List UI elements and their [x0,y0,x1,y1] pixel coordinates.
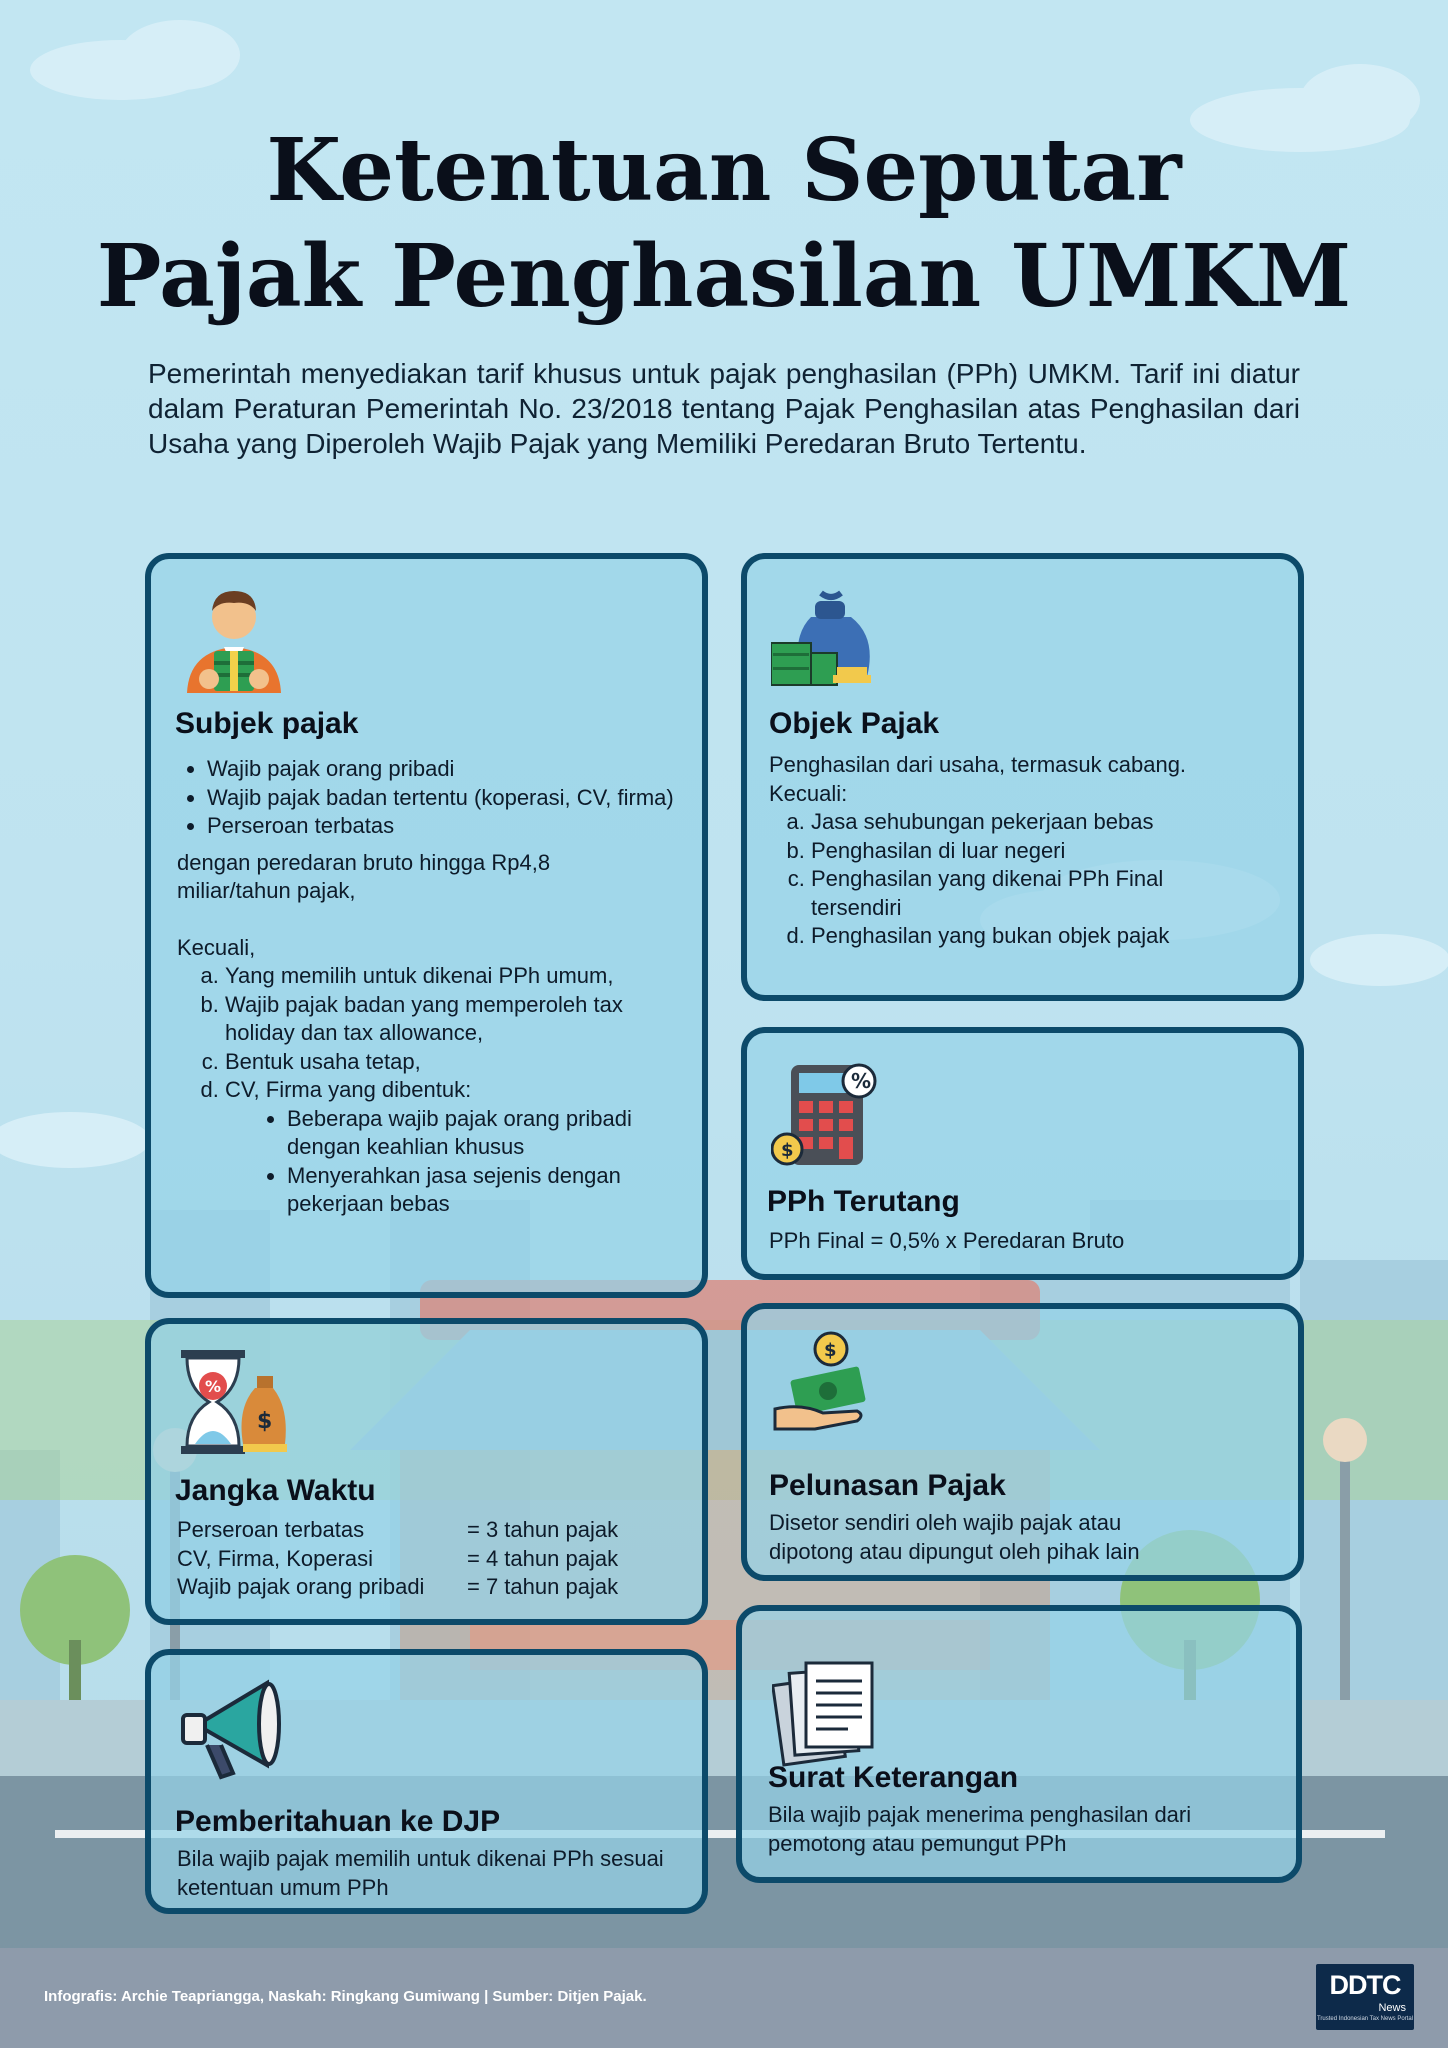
page-title [0,118,1448,330]
svg-text:%: % [205,1377,222,1396]
pemberitahuan-text: Bila wajib pajak memilih untuk dikenai PPh sesuai ketentuan umum PPh [177,1846,664,1900]
list-item: • Perseroan terbatas [207,812,677,841]
svg-text:$: $ [781,1140,794,1161]
card-subjek-pajak [145,553,708,1298]
card-pemberitahuan-djp [145,1649,708,1914]
footer-credit: Infografis: Archie Teaprianggа, Naskah: Ringkang Gumiwang | Sumber: Ditjen Pajak. [44,1988,647,2005]
list-item: b. Penghasilan di luar negeri [811,837,1279,866]
subjek-sub-bullets [225,1105,677,1219]
objek-body [769,751,1279,951]
documents-icon [772,1659,882,1769]
jangka-value: = 4 tahun pajak [467,1545,619,1571]
list-item: a. Yang memilih untuk dikenai PPh umum, [225,962,677,991]
subjek-limit: dengan peredaran bruto hingga Rp4,8 miliar/tahun pajak, [177,849,551,903]
list-item [225,1076,677,1219]
logo-brand: DDTC [1329,1970,1401,2000]
jangka-value: = 7 tahun pajak [467,1574,619,1599]
subjek-bullet-list [177,755,677,841]
jangka-label: Wajib pajak orang pribadi [177,1574,425,1599]
megaphone-icon [177,1669,289,1781]
table-row [177,1573,618,1602]
list-item: a. Jasa sehubungan pekerjaan bebas [811,808,1279,837]
subjek-except-label: Kecuali, [177,934,256,960]
surat-title: Surat Keterangan [768,1761,1019,1794]
logo-tagline: Trusted Indonesian Tax News Portal [1316,2016,1414,2022]
list-item: b. Wajib pajak badan yang memperoleh tax holiday dan tax allowance, [225,991,677,1048]
list-item: • Menyerahkan jasa sejenis dengan pekerjaan bebas [287,1162,677,1219]
money-bag-cash-icon [771,587,883,697]
ddtc-news-logo[interactable] [1316,1964,1414,2030]
surat-text: Bila wajib pajak menerima penghasilan dari pemotong atau pemungut PPh [768,1802,1192,1856]
subjek-title: Subjek pajak [175,707,359,740]
list-item: c. Penghasilan yang dikenai PPh Final tersendiri [811,865,1171,922]
jangka-label: Perseroan terbatas [177,1517,365,1542]
pelunasan-text: Disetor sendiri oleh wajib pajak atau dipotong atau dipungut oleh pihak lain [769,1510,1140,1564]
card-surat-keterangan [736,1605,1302,1883]
terutang-formula: PPh Final = 0,5% x Peredaran Bruto [769,1228,1125,1253]
jangka-title: Jangka Waktu [175,1474,376,1507]
table-row [177,1545,618,1574]
card-pph-terutang [741,1027,1304,1280]
card-objek-pajak [741,553,1304,1001]
jangka-table [177,1516,618,1602]
subjek-except-list [177,962,677,1219]
svg-text:%: % [851,1069,872,1093]
list-item: c. Bentuk usaha tetap, [225,1048,677,1077]
objek-except-label: Kecuali: [769,780,848,806]
footer-bar [0,1948,1448,2048]
businessman-money-icon [179,581,289,696]
calculator-percent-icon [771,1061,881,1171]
intro-paragraph: Pemerintah menyediakan tarif khusus untuk pajak penghasilan (PPh) UMKM. Tarif ini diatur dalam Peraturan Pemerintah No. 23/2018 tentang Pajak Penghasilan atas Penghasilan dari Usaha yang Diperoleh Wajib Pajak yang Memiliki Peredaran Bruto Tertentu. [148,358,1300,459]
subjek-except-d: CV, Firma yang dibentuk: [225,1077,472,1102]
card-jangka-waktu [145,1318,708,1625]
hand-cash-icon [771,1329,881,1439]
list-item: • Wajib pajak badan tertentu (koperasi, CV, firma) [207,784,677,813]
logo-sub: News [1378,2002,1406,2014]
pelunasan-title: Pelunasan Pajak [769,1469,1006,1502]
svg-text:$: $ [257,1409,273,1434]
terutang-title: PPh Terutang [767,1185,960,1218]
objek-except-list [769,808,1279,951]
title-line-1: Ketentuan Seputar [266,120,1182,221]
subjek-body [177,755,677,1219]
jangka-label: CV, Firma, Koperasi [177,1545,374,1571]
jangka-value: = 3 tahun pajak [467,1517,619,1542]
pemberitahuan-title: Pemberitahuan ke DJP [175,1805,501,1838]
title-line-2: Pajak Penghasilan UMKM [96,226,1352,327]
objek-line-1: Penghasilan dari usaha, termasuk cabang. [769,752,1187,777]
objek-title: Objek Pajak [769,707,940,740]
list-item: • Beberapa wajib pajak orang pribadi dengan keahlian khusus [287,1105,677,1162]
card-pelunasan-pajak [741,1303,1304,1581]
list-item: • Wajib pajak orang pribadi [207,755,677,784]
hourglass-money-icon [177,1348,289,1460]
svg-text:$: $ [824,1340,837,1361]
table-row [177,1516,618,1545]
list-item: d. Penghasilan yang bukan objek pajak [811,922,1279,951]
